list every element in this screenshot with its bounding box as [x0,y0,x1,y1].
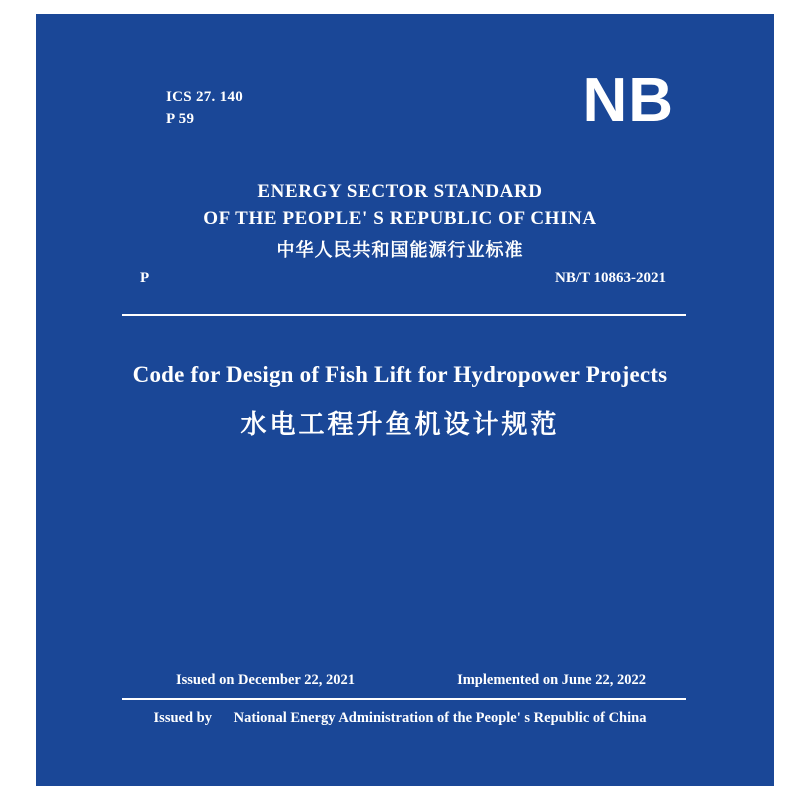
ics-classification-block [166,86,243,130]
issued-date: Issued on December 22, 2021 [176,672,355,688]
classification-code: P 59 [166,111,195,127]
standard-authority-en [26,178,774,232]
dates-row [176,672,646,689]
standard-number: NB/T 10863-2021 [555,270,666,286]
document-title-cn: 水电工程升鱼机设计规范 [240,410,560,439]
standard-authority-line1: ENERGY SECTOR STANDARD [257,181,543,202]
left-accent-bar [26,14,36,786]
document-title-en: Code for Design of Fish Lift for Hydropower Projects [132,362,668,387]
standard-cover [26,14,774,786]
category-letter: P [140,270,150,286]
nb-logo: NB [582,66,674,135]
left-accent-bar-inner [26,14,36,786]
issuer-row [26,710,774,727]
issuer-name: National Energy Administration of the People' s Republic of China [233,710,647,726]
standard-authority-line2: OF THE PEOPLE' S REPUBLIC OF CHINA [203,208,597,229]
standard-code-row [140,270,666,287]
standard-authority-cn: 中华人民共和国能源行业标准 [276,240,524,260]
divider-top [122,314,686,316]
implemented-date: Implemented on June 22, 2022 [457,672,646,688]
divider-bottom [122,698,686,700]
issuer-label: Issued by [153,710,212,726]
ics-number: ICS 27. 140 [166,89,244,105]
